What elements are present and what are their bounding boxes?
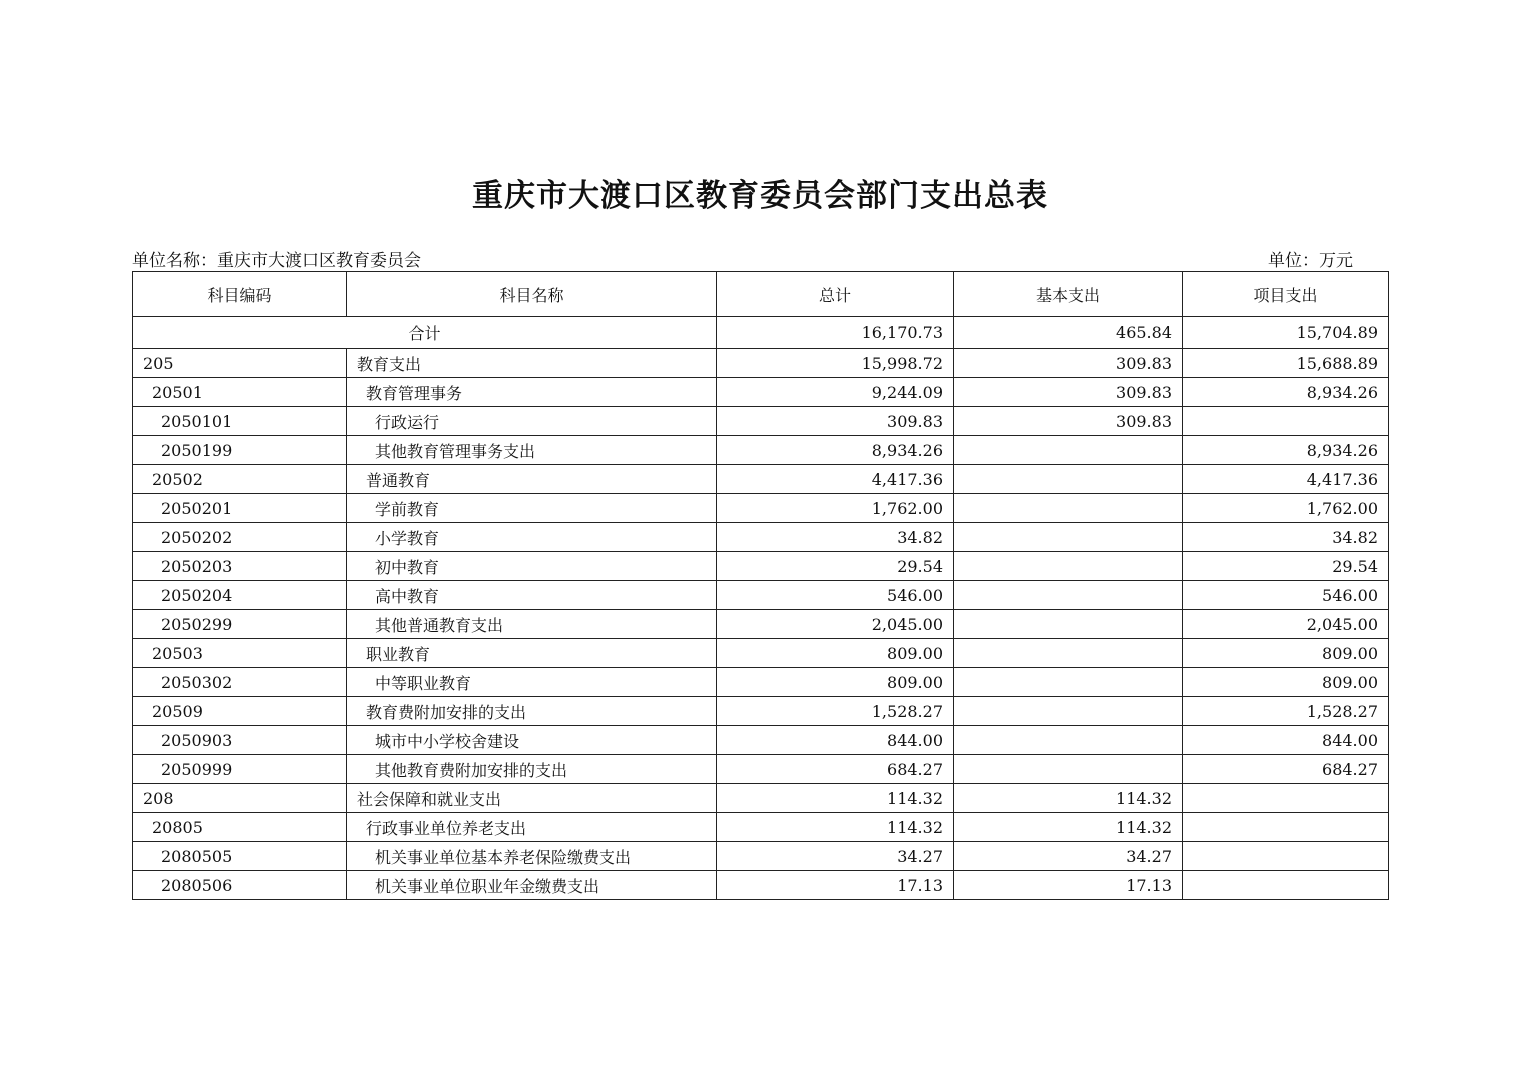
total-total: 16,170.73 <box>717 317 954 349</box>
cell-project <box>1183 784 1389 813</box>
table-row <box>133 552 1389 581</box>
cell-total: 1,528.27 <box>717 697 954 726</box>
cell-name: 学前教育 <box>347 494 717 523</box>
cell-project: 34.82 <box>1183 523 1389 552</box>
cell-total: 17.13 <box>717 871 954 900</box>
cell-basic <box>954 668 1183 697</box>
cell-name: 小学教育 <box>347 523 717 552</box>
cell-basic <box>954 755 1183 784</box>
cell-code: 2050201 <box>133 494 347 523</box>
cell-project <box>1183 813 1389 842</box>
cell-code: 20503 <box>133 639 347 668</box>
cell-name: 职业教育 <box>347 639 717 668</box>
cell-project: 809.00 <box>1183 668 1389 697</box>
cell-project: 29.54 <box>1183 552 1389 581</box>
cell-name: 普通教育 <box>347 465 717 494</box>
cell-project: 1,528.27 <box>1183 697 1389 726</box>
table-row <box>133 436 1389 465</box>
cell-basic <box>954 697 1183 726</box>
table-row <box>133 465 1389 494</box>
cell-project: 1,762.00 <box>1183 494 1389 523</box>
cell-code: 2050202 <box>133 523 347 552</box>
cell-code: 20502 <box>133 465 347 494</box>
cell-code: 2050299 <box>133 610 347 639</box>
table-row <box>133 581 1389 610</box>
cell-project: 684.27 <box>1183 755 1389 784</box>
table-row <box>133 378 1389 407</box>
cell-code: 205 <box>133 349 347 378</box>
cell-total: 4,417.36 <box>717 465 954 494</box>
cell-code: 2080505 <box>133 842 347 871</box>
cell-basic <box>954 523 1183 552</box>
header-code: 科目编码 <box>133 272 347 317</box>
cell-name: 行政运行 <box>347 407 717 436</box>
table-row <box>133 784 1389 813</box>
cell-basic: 114.32 <box>954 813 1183 842</box>
cell-project <box>1183 842 1389 871</box>
cell-project: 15,688.89 <box>1183 349 1389 378</box>
cell-basic: 17.13 <box>954 871 1183 900</box>
page-title: 重庆市大渡口区教育委员会部门支出总表 <box>472 178 1048 214</box>
cell-basic <box>954 639 1183 668</box>
table-row <box>133 842 1389 871</box>
cell-project: 4,417.36 <box>1183 465 1389 494</box>
cell-code: 2050999 <box>133 755 347 784</box>
table-row <box>133 349 1389 378</box>
cell-code: 2050903 <box>133 726 347 755</box>
cell-basic <box>954 465 1183 494</box>
total-label: 合计 <box>133 317 717 349</box>
cell-total: 684.27 <box>717 755 954 784</box>
cell-basic <box>954 436 1183 465</box>
cell-code: 2050199 <box>133 436 347 465</box>
cell-name: 行政事业单位养老支出 <box>347 813 717 842</box>
cell-total: 809.00 <box>717 639 954 668</box>
cell-project <box>1183 871 1389 900</box>
cell-basic: 309.83 <box>954 378 1183 407</box>
table-row <box>133 523 1389 552</box>
header-project: 项目支出 <box>1183 272 1389 317</box>
cell-name: 机关事业单位职业年金缴费支出 <box>347 871 717 900</box>
cell-project: 8,934.26 <box>1183 378 1389 407</box>
table-row <box>133 668 1389 697</box>
cell-code: 20509 <box>133 697 347 726</box>
cell-name: 其他教育费附加安排的支出 <box>347 755 717 784</box>
table-row <box>133 639 1389 668</box>
cell-code: 2050302 <box>133 668 347 697</box>
table-row <box>133 755 1389 784</box>
cell-total: 8,934.26 <box>717 436 954 465</box>
header-total: 总计 <box>717 272 954 317</box>
cell-code: 2050204 <box>133 581 347 610</box>
cell-code: 20805 <box>133 813 347 842</box>
cell-name: 高中教育 <box>347 581 717 610</box>
table-row <box>133 610 1389 639</box>
cell-project: 546.00 <box>1183 581 1389 610</box>
total-project: 15,704.89 <box>1183 317 1389 349</box>
total-row <box>133 317 1389 349</box>
table-row <box>133 697 1389 726</box>
cell-basic <box>954 726 1183 755</box>
cell-total: 114.32 <box>717 813 954 842</box>
cell-name: 初中教育 <box>347 552 717 581</box>
cell-total: 2,045.00 <box>717 610 954 639</box>
cell-total: 1,762.00 <box>717 494 954 523</box>
cell-basic <box>954 552 1183 581</box>
cell-basic <box>954 610 1183 639</box>
total-basic: 465.84 <box>954 317 1183 349</box>
cell-code: 208 <box>133 784 347 813</box>
cell-total: 809.00 <box>717 668 954 697</box>
cell-total: 309.83 <box>717 407 954 436</box>
table-row <box>133 726 1389 755</box>
cell-name: 机关事业单位基本养老保险缴费支出 <box>347 842 717 871</box>
table-row <box>133 407 1389 436</box>
cell-basic: 114.32 <box>954 784 1183 813</box>
cell-code: 20501 <box>133 378 347 407</box>
table-row <box>133 871 1389 900</box>
expenditure-table <box>132 271 1389 900</box>
cell-project <box>1183 407 1389 436</box>
cell-name: 其他教育管理事务支出 <box>347 436 717 465</box>
cell-name: 教育支出 <box>347 349 717 378</box>
cell-name: 教育费附加安排的支出 <box>347 697 717 726</box>
cell-total: 844.00 <box>717 726 954 755</box>
cell-project: 844.00 <box>1183 726 1389 755</box>
table-row <box>133 813 1389 842</box>
unit-label: 单位：万元 <box>1268 251 1353 271</box>
cell-project: 809.00 <box>1183 639 1389 668</box>
header-basic: 基本支出 <box>954 272 1183 317</box>
cell-total: 34.27 <box>717 842 954 871</box>
cell-name: 其他普通教育支出 <box>347 610 717 639</box>
cell-name: 社会保障和就业支出 <box>347 784 717 813</box>
cell-basic: 309.83 <box>954 407 1183 436</box>
cell-name: 教育管理事务 <box>347 378 717 407</box>
cell-total: 9,244.09 <box>717 378 954 407</box>
header-name: 科目名称 <box>347 272 717 317</box>
table-row <box>133 494 1389 523</box>
cell-name: 中等职业教育 <box>347 668 717 697</box>
table-header-row <box>133 272 1389 317</box>
cell-total: 114.32 <box>717 784 954 813</box>
cell-total: 34.82 <box>717 523 954 552</box>
cell-code: 2050203 <box>133 552 347 581</box>
cell-basic <box>954 581 1183 610</box>
cell-name: 城市中小学校舍建设 <box>347 726 717 755</box>
cell-total: 29.54 <box>717 552 954 581</box>
cell-basic: 309.83 <box>954 349 1183 378</box>
cell-basic <box>954 494 1183 523</box>
cell-total: 546.00 <box>717 581 954 610</box>
cell-project: 8,934.26 <box>1183 436 1389 465</box>
cell-code: 2080506 <box>133 871 347 900</box>
unit-name-label: 单位名称：重庆市大渡口区教育委员会 <box>132 251 421 271</box>
cell-code: 2050101 <box>133 407 347 436</box>
cell-project: 2,045.00 <box>1183 610 1389 639</box>
cell-basic: 34.27 <box>954 842 1183 871</box>
cell-total: 15,998.72 <box>717 349 954 378</box>
